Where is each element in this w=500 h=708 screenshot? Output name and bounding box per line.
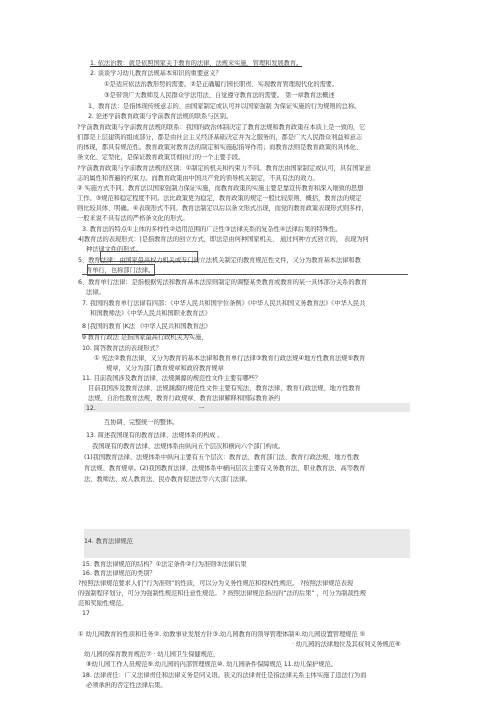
- line-21: 育单行，也称部门法律。: [86, 267, 155, 274]
- line-44: 16. 教育法律规范的类别？: [82, 570, 156, 577]
- line-2: 2. 谈谈学习幼儿教育法规基本知识的重要意义？: [90, 70, 222, 77]
- line-46: 的强制程序划分，可分为强制性规范和任意性规范。 ? 按照法律规范指出的“法的后果” ，可分为制裁性规: [78, 590, 366, 597]
- line-7: ?学前教育政策与学前教育法规的联系：我国的政治体制决定了教育法规和教育政策在本质上是一致的，它: [77, 124, 366, 131]
- line-36: 互协调、完整统一的整体。: [104, 419, 179, 426]
- line-25: 和国教师法》《中华人民共和国职业教育法》: [90, 310, 211, 317]
- line-20: 5、教育法律：由国家最高权力机关或专门的立法机关制定的教育规范性文件，又分为教育基本法律和教: [78, 257, 361, 264]
- line-27: 9 教育行政法 是指国家最高行政机关为实施、: [82, 334, 208, 341]
- line-39: (1)我国教育法律、法规体系中纵向主要有五个层次：教育法、教育部门法、教育行政法规、地方性教: [84, 454, 360, 461]
- line-28: 10. 简答教育法的表现形式？: [82, 345, 162, 352]
- line-12: 志的属性和普遍的约束力。而教育政策由中国共产党的领导机关制定，不具有法的效力。: [77, 175, 319, 182]
- highlight-band: [84, 403, 410, 412]
- line-10: 条文化、定型化，是保证教育政策贯彻执行的一个主要手段。: [77, 154, 245, 161]
- line-48: 17: [82, 610, 90, 617]
- line-14: 工作。③规范和稳定程度不同。法比政策更为稳定，教育政策的规定一般比较原则、概括，教育法的规定: [77, 195, 362, 202]
- line-24: 7. 我国的教育单行法律有四部：《中华人民共和国学位条例》《中华人民共和国义务教育法》《中华人民共: [82, 300, 366, 307]
- line-8: 们都是上层建筑的组成部分，都是由社会主义经济基础决定并为之服务的，都是广大人民群众利益和意志: [77, 134, 363, 141]
- line-29: ① 宪法②教育法律，又分为教育的基本法律和教育单行法律③教育行政法规④地方性教育法规⑤教育: [94, 355, 366, 362]
- line-42: 14. 教育法律规范: [84, 538, 133, 545]
- line-22: 6、教育单行法律：是指根据宪法和教育基本法原则制定的调整某类教育或教育的某一具体部分关系的教育: [78, 279, 367, 286]
- line-34: 12.: [86, 405, 96, 412]
- line-13: ② 实施方式不同。教育法以国家强制力保证实施，而教育政策的实施主要是靠宣传教育和深入细致的思想: [77, 185, 364, 192]
- line-53: 18. 法律责任：广义法律责任和法律义务是同义语。狭义的法律责任是指法律关系主体实施了违法行为而: [82, 672, 367, 679]
- line-18: 4|教育法的表现形式：|是指教育法的创立方式，即法是由何种国家机关、 通过何种方式创立的， 表现为何: [78, 236, 369, 243]
- line-43: 15. 教育法律规范的结构？①法定条件②行为准则③法律后果: [82, 561, 247, 568]
- line-30: 规章，又分为部门教育规章和政府教育规章: [106, 365, 224, 372]
- line-6: 2. 论述学前教育政策与学前教育法规的联系与区别。: [88, 113, 233, 120]
- line-49: ① 幼儿园教育的性质和任务②. 幼教事业发展方针③.幼儿园教育的领导管理体制④.幼儿园设置管理规范 ⑤: [78, 631, 366, 638]
- line-47: 范和奖励性规范。: [78, 600, 128, 607]
- line-1: 1. 依法治教：就是依照国家关于教育的法律、法规来实施、管理和发展教育。: [90, 60, 303, 67]
- line-51: 幼儿园的保育教育规范⑦ · 幼儿园卫生保健规范，: [84, 651, 220, 658]
- line-16: 一般来说不具有法的严格条文化的形式。: [77, 215, 189, 222]
- line-15: 则比较具体、明确。④表现形式不同。教育法制定以后以条文形式出现，而党的教育政策表现形式则多样，: [77, 205, 368, 212]
- highlight-band: [84, 529, 410, 558]
- line-4: ③是带领广大教师及人民群众学法用法、自觉遵守教育法的需要。 第一章教育法概述: [104, 92, 335, 99]
- line-3: ①是适应依法治教形势的需要。②是正确履行园长职责、实现教育管理现代化的需要。: [104, 81, 339, 88]
- line-45: ?按照法律规范要求人们“行为准则”的性质，可以分为义务性规范和授权性规范。 ?按照法律规范表现: [78, 580, 353, 587]
- line-52: ⑧幼儿园工作人员规范⑨.幼儿园的内部管理规范⑩. 幼儿园条件保障规范 11.幼儿保护规范。: [86, 661, 337, 668]
- line-38: 我国现有的教育法律、法规体系由纵向五个层次和横向六个部门构成。: [92, 443, 285, 450]
- line-23: 法律。: [86, 289, 105, 296]
- line-35: 一: [198, 405, 205, 412]
- line-9: 的体现，都具有规范性。教育政策对教育法的制定和实施起指导作用；而教育法则是教育政策的具体化、: [77, 144, 363, 151]
- line-33: 法规、自治性教育法规、教育行政规章、教育法律解释和国际教育条约: [88, 395, 281, 402]
- line-31: 11. 目前我国涉及教育法律、法规渊源的规范性文件主要有哪些？: [82, 375, 261, 382]
- line-41: 法、教师法、成人教育法、民办教育促进法等六大部门法律。: [84, 476, 252, 483]
- line-40: 育法规、教育规章。(2)我国教育法律、法规体系中横向层次主要有义务教育法、职业教育法、高等教育: [84, 465, 366, 472]
- line-37: 13. 简述我国现有的教育法律、法规体系的构成 。: [86, 432, 224, 439]
- line-19: 种法律文件的形式。: [86, 246, 142, 253]
- line-11: ?学前教育政策与学前教育法规的区别：①制定的机关和约束力不同。教育法由国家制定或认可，具有国家意: [77, 165, 371, 172]
- line-32: 目前我国涉及教育法律、法规渊源的规范性文件主要有宪法、教育法律、教育行政法规、地方性教育: [88, 385, 361, 392]
- line-50: · 幼儿园的法律地位及其权利义务规范⑥: [292, 641, 401, 648]
- line-26: 8 |我国的教育 |K法 《中华人民共和国教育法》: [82, 323, 212, 330]
- line-17: 3. 教育法的特点①主体的多样性②适用范围的广泛性③法律关系的复杂性④法律后果的特殊性。: [82, 226, 342, 233]
- line-5: 1、教育法：是指体现传统意志的、由国家制定或认可并以国家强制 为保证实施的行为规则的总称。: [88, 103, 361, 110]
- line-54: 必须承担的否定性法律后果。: [86, 682, 167, 689]
